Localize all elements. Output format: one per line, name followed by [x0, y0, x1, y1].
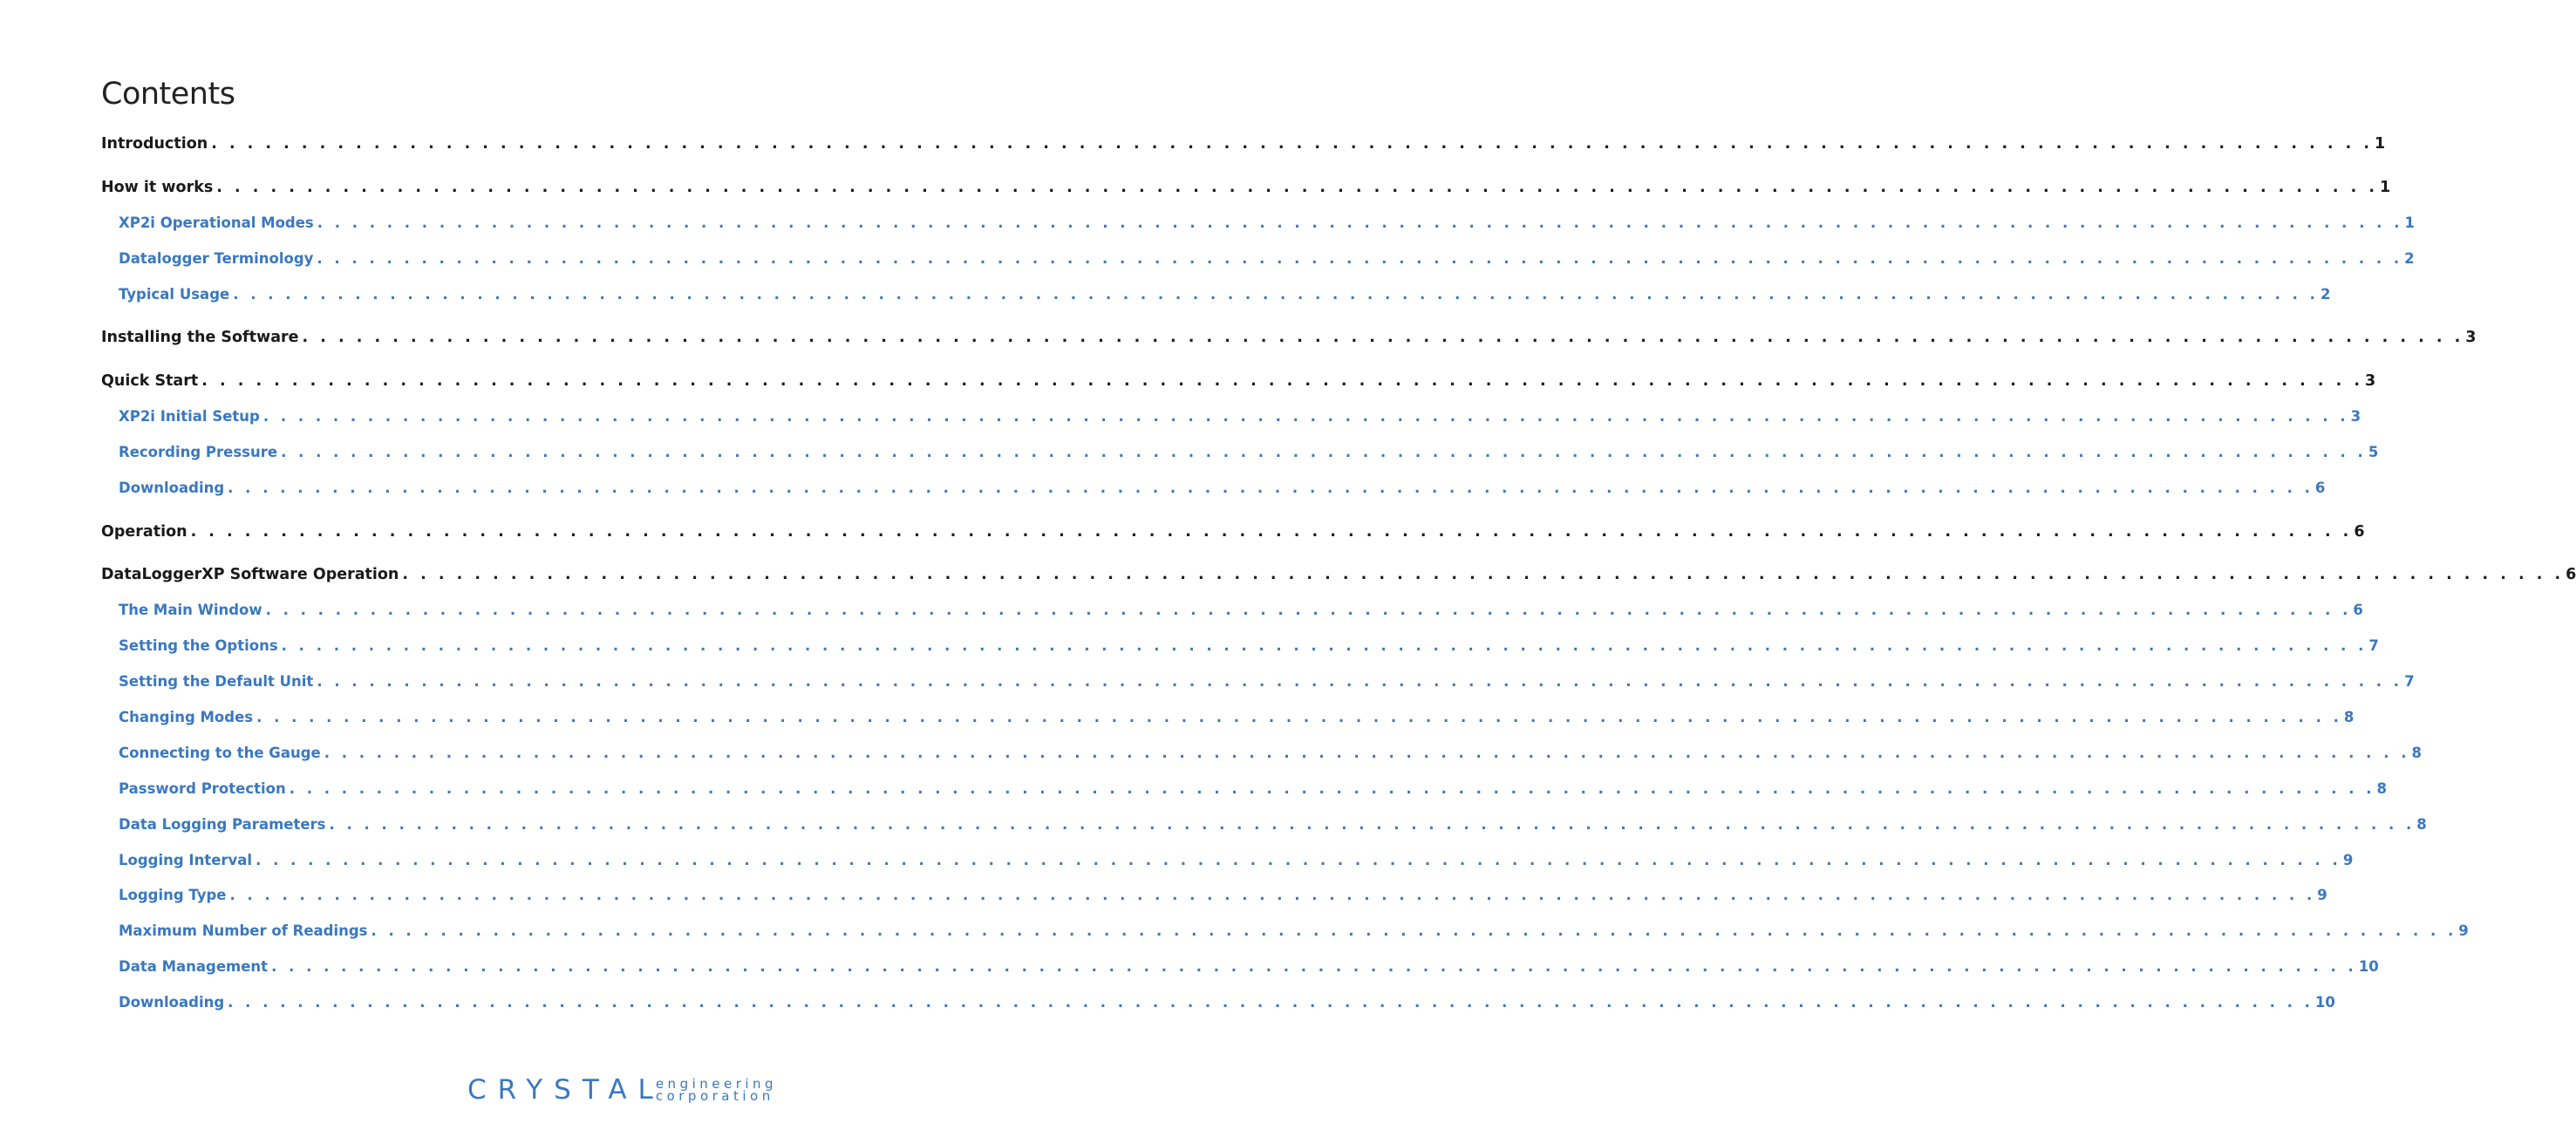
- toc-leader-dots: . . . . . . . . . . . . . . . . . . . . . . . . . . . . . . . . . . . . . . . . . . . . . . . . . . . . . . . . . . . . . . . . . . . . . . . . . . . . . . . . . . . . . . . . . . . . . . . . . . . . . . . . . . . . . . . . . . . . . . . .: [281, 444, 2367, 460]
- toc-entry-label: Maximum Number of Readings: [119, 922, 368, 939]
- toc-entry-page: 6: [2566, 566, 2576, 583]
- toc-leader-dots: . . . . . . . . . . . . . . . . . . . . . . . . . . . . . . . . . . . . . . . . . . . . . . . . . . . . . . . . . . . . . . . . . . . . . . . . . . . . . . . . . . . . . . . . . . . . . . . . . . . . . . . . . . . . . . . . . . . . . . . .: [190, 523, 2353, 541]
- toc-entry-label: Changing Modes: [119, 709, 254, 725]
- toc-entry-label: Typical Usage: [119, 286, 230, 303]
- toc-entry-label: Installing the Software: [101, 329, 299, 346]
- toc-entry[interactable]: [119, 816, 2427, 833]
- toc-entry[interactable]: [101, 566, 2576, 583]
- toc-entry[interactable]: [119, 852, 2354, 868]
- toc-entry[interactable]: [119, 709, 2355, 725]
- logo-subtitle-line1: engineering: [655, 1076, 778, 1092]
- toc-entry-page: 9: [2317, 887, 2327, 903]
- toc-entry-label: Data Management: [119, 958, 269, 975]
- toc-entry[interactable]: [101, 523, 2365, 541]
- toc-entry[interactable]: [119, 780, 2387, 797]
- toc-leader-dots: . . . . . . . . . . . . . . . . . . . . . . . . . . . . . . . . . . . . . . . . . . . . . . . . . . . . . . . . . . . . . . . . . . . . . . . . . . . . . . . . . . . . . . . . . . . . . . . . . . . . . . . . . . . . . . . . . . . . . . . .: [262, 408, 2349, 425]
- toc-leader-dots: . . . . . . . . . . . . . . . . . . . . . . . . . . . . . . . . . . . . . . . . . . . . . . . . . . . . . . . . . . . . . . . . . . . . . . . . . . . . . . . . . . . . . . . . . . . . . . . . . . . . . . . . . . . . . . . . . . . . . . . .: [265, 602, 2352, 618]
- company-logo: [467, 1069, 778, 1106]
- toc-entry-label: The Main Window: [119, 602, 262, 618]
- toc-entry[interactable]: [119, 286, 2331, 303]
- toc-entry-label: Recording Pressure: [119, 444, 278, 460]
- toc-leader-dots: . . . . . . . . . . . . . . . . . . . . . . . . . . . . . . . . . . . . . . . . . . . . . . . . . . . . . . . . . . . . . . . . . . . . . . . . . . . . . . . . . . . . . . . . . . . . . . . . . . . . . . . . . . . . . . . . . . . . . . . .: [324, 745, 2410, 761]
- page-title: Contents: [101, 77, 235, 112]
- toc-leader-dots: . . . . . . . . . . . . . . . . . . . . . . . . . . . . . . . . . . . . . . . . . . . . . . . . . . . . . . . . . . . . . . . . . . . . . . . . . . . . . . . . . . . . . . . . . . . . . . . . . . . . . . . . . . . . . . . . . . . . . . . .: [256, 852, 2341, 868]
- logo-subtitle-line2: corporation: [655, 1088, 774, 1104]
- toc-entry-label: Logging Interval: [119, 852, 253, 868]
- toc-entry-page: 3: [2364, 372, 2376, 390]
- toc-leader-dots: . . . . . . . . . . . . . . . . . . . . . . . . . . . . . . . . . . . . . . . . . . . . . . . . . . . . . . . . . . . . . . . . . . . . . . . . . . . . . . . . . . . . . . . . . . . . . . . . . . . . . . . . . . . . . . . . . . . . . . . .: [317, 673, 2403, 690]
- toc-entry-page: 8: [2343, 709, 2355, 725]
- toc-entry[interactable]: [119, 480, 2326, 496]
- logo-subtitle: [656, 1078, 777, 1102]
- toc-entry[interactable]: [119, 214, 2415, 231]
- toc-leader-dots: . . . . . . . . . . . . . . . . . . . . . . . . . . . . . . . . . . . . . . . . . . . . . . . . . . . . . . . . . . . . . . . . . . . . . . . . . . . . . . . . . . . . . . . . . . . . . . . . . . . . . . . . . . . . . . . . . . . . . . . .: [317, 250, 2403, 267]
- toc-entry[interactable]: [119, 408, 2361, 425]
- toc-leader-dots: . . . . . . . . . . . . . . . . . . . . . . . . . . . . . . . . . . . . . . . . . . . . . . . . . . . . . . . . . . . . . . . . . . . . . . . . . . . . . . . . . . . . . . . . . . . . . . . . . . . . . . . . . . . . . . . . . . . . . . . .: [281, 637, 2368, 654]
- logo-wordmark: CRYSTAL: [467, 1074, 664, 1106]
- toc-leader-dots: . . . . . . . . . . . . . . . . . . . . . . . . . . . . . . . . . . . . . . . . . . . . . . . . . . . . . . . . . . . . . . . . . . . . . . . . . . . . . . . . . . . . . . . . . . . . . . . . . . . . . . . . . . . . . . . . . . . . . . . .: [289, 780, 2375, 797]
- toc-leader-dots: . . . . . . . . . . . . . . . . . . . . . . . . . . . . . . . . . . . . . . . . . . . . . . . . . . . . . . . . . . . . . . . . . . . . . . . . . . . . . . . . . . . . . . . . . . . . . . . . . . . . . . . . . . . . . . . . . . . . . . . .: [302, 329, 2464, 346]
- toc-entry-page: 2: [2404, 250, 2415, 267]
- toc-leader-dots: . . . . . . . . . . . . . . . . . . . . . . . . . . . . . . . . . . . . . . . . . . . . . . . . . . . . . . . . . . . . . . . . . . . . . . . . . . . . . . . . . . . . . . . . . . . . . . . . . . . . . . . . . . . . . . . . . . . . . . . .: [233, 286, 2319, 303]
- toc-leader-dots: . . . . . . . . . . . . . . . . . . . . . . . . . . . . . . . . . . . . . . . . . . . . . . . . . . . . . . . . . . . . . . . . . . . . . . . . . . . . . . . . . . . . . . . . . . . . . . . . . . . . . . . . . . . . . . . . . . . . . . . .: [211, 135, 2373, 153]
- toc-entry[interactable]: [101, 329, 2477, 346]
- toc-entry-page: 1: [2380, 179, 2391, 196]
- toc-entry-label: Password Protection: [119, 780, 286, 797]
- toc-entry-label: Setting the Options: [119, 637, 278, 654]
- toc-entry-page: 9: [2458, 922, 2469, 939]
- toc-entry-label: Downloading: [119, 994, 225, 1011]
- toc-entry[interactable]: [119, 887, 2327, 903]
- toc-entry-label: Datalogger Terminology: [119, 250, 314, 267]
- toc-entry-page: 5: [2368, 444, 2379, 460]
- toc-entry[interactable]: [101, 179, 2391, 196]
- toc-entry[interactable]: [119, 994, 2335, 1011]
- toc-entry-page: 10: [2358, 958, 2379, 975]
- toc-entry-label: How it works: [101, 179, 214, 196]
- toc-entry-label: DataLoggerXP Software Operation: [101, 566, 399, 583]
- toc-leader-dots: . . . . . . . . . . . . . . . . . . . . . . . . . . . . . . . . . . . . . . . . . . . . . . . . . . . . . . . . . . . . . . . . . . . . . . . . . . . . . . . . . . . . . . . . . . . . . . . . . . . . . . . . . . . . . . . . . . . . . . . .: [216, 179, 2379, 196]
- toc-entry-page: 1: [2404, 214, 2415, 231]
- toc-entry-page: 10: [2314, 994, 2335, 1011]
- toc-entry-page: 6: [2314, 480, 2326, 496]
- toc-leader-dots: . . . . . . . . . . . . . . . . . . . . . . . . . . . . . . . . . . . . . . . . . . . . . . . . . . . . . . . . . . . . . . . . . . . . . . . . . . . . . . . . . . . . . . . . . . . . . . . . . . . . . . . . . . . . . . . . . . . . . . . .: [371, 922, 2457, 939]
- toc-entry-label: Quick Start: [101, 372, 199, 390]
- toc-leader-dots: . . . . . . . . . . . . . . . . . . . . . . . . . . . . . . . . . . . . . . . . . . . . . . . . . . . . . . . . . . . . . . . . . . . . . . . . . . . . . . . . . . . . . . . . . . . . . . . . . . . . . . . . . . . . . . . . . . . . . . . .: [329, 816, 2416, 833]
- toc-entry[interactable]: [119, 637, 2379, 654]
- toc-entry[interactable]: [119, 673, 2415, 690]
- toc-entry-page: 1: [2374, 135, 2386, 153]
- toc-entry[interactable]: [119, 745, 2422, 761]
- toc-entry-label: XP2i Operational Modes: [119, 214, 314, 231]
- toc-leader-dots: . . . . . . . . . . . . . . . . . . . . . . . . . . . . . . . . . . . . . . . . . . . . . . . . . . . . . . . . . . . . . . . . . . . . . . . . . . . . . . . . . . . . . . . . . . . . . . . . . . . . . . . . . . . . . . . . . . . . . . . .: [229, 887, 2316, 903]
- toc-entry-page: 2: [2320, 286, 2331, 303]
- toc-leader-dots: . . . . . . . . . . . . . . . . . . . . . . . . . . . . . . . . . . . . . . . . . . . . . . . . . . . . . . . . . . . . . . . . . . . . . . . . . . . . . . . . . . . . . . . . . . . . . . . . . . . . . . . . . . . . . . . . . . . . . . . .: [256, 709, 2342, 725]
- toc-entry-page: 7: [2404, 673, 2415, 690]
- toc-entry[interactable]: [119, 250, 2415, 267]
- toc-entry-label: Introduction: [101, 135, 208, 153]
- toc-entry-page: 9: [2342, 852, 2354, 868]
- toc-entry-label: XP2i Initial Setup: [119, 408, 260, 425]
- toc-entry-label: Operation: [101, 523, 187, 541]
- toc-entry-page: 8: [2376, 780, 2387, 797]
- toc-leader-dots: . . . . . . . . . . . . . . . . . . . . . . . . . . . . . . . . . . . . . . . . . . . . . . . . . . . . . . . . . . . . . . . . . . . . . . . . . . . . . . . . . . . . . . . . . . . . . . . . . . . . . . . . . . . . . . . . . . . . . . . .: [317, 214, 2403, 231]
- toc-entry[interactable]: [119, 958, 2379, 975]
- toc-entry[interactable]: [119, 922, 2469, 939]
- toc-entry-page: 3: [2350, 408, 2361, 425]
- toc-entry-label: Setting the Default Unit: [119, 673, 314, 690]
- toc-entry-page: 8: [2416, 816, 2427, 833]
- toc-leader-dots: . . . . . . . . . . . . . . . . . . . . . . . . . . . . . . . . . . . . . . . . . . . . . . . . . . . . . . . . . . . . . . . . . . . . . . . . . . . . . . . . . . . . . . . . . . . . . . . . . . . . . . . . . . . . . . . . . . . . . . . .: [228, 994, 2314, 1011]
- toc-entry[interactable]: [119, 444, 2379, 460]
- toc-entry[interactable]: [101, 372, 2376, 390]
- toc-entry-label: Logging Type: [119, 887, 227, 903]
- toc-entry[interactable]: [101, 135, 2386, 153]
- toc-entry-label: Downloading: [119, 480, 225, 496]
- toc-entry[interactable]: [119, 602, 2363, 618]
- toc-entry-label: Connecting to the Gauge: [119, 745, 321, 761]
- toc-entry-page: 8: [2411, 745, 2422, 761]
- toc-entry-page: 3: [2465, 329, 2477, 346]
- toc-entry-page: 6: [2353, 602, 2363, 618]
- toc-leader-dots: . . . . . . . . . . . . . . . . . . . . . . . . . . . . . . . . . . . . . . . . . . . . . . . . . . . . . . . . . . . . . . . . . . . . . . . . . . . . . . . . . . . . . . . . . . . . . . . . . . . . . . . . . . . . . . . . . . . . . . . .: [271, 958, 2357, 975]
- toc-leader-dots: . . . . . . . . . . . . . . . . . . . . . . . . . . . . . . . . . . . . . . . . . . . . . . . . . . . . . . . . . . . . . . . . . . . . . . . . . . . . . . . . . . . . . . . . . . . . . . . . . . . . . . . . . . . . . . . . . . . . . . . .: [402, 566, 2565, 583]
- toc-leader-dots: . . . . . . . . . . . . . . . . . . . . . . . . . . . . . . . . . . . . . . . . . . . . . . . . . . . . . . . . . . . . . . . . . . . . . . . . . . . . . . . . . . . . . . . . . . . . . . . . . . . . . . . . . . . . . . . . . . . . . . . .: [228, 480, 2314, 496]
- toc-leader-dots: . . . . . . . . . . . . . . . . . . . . . . . . . . . . . . . . . . . . . . . . . . . . . . . . . . . . . . . . . . . . . . . . . . . . . . . . . . . . . . . . . . . . . . . . . . . . . . . . . . . . . . . . . . . . . . . . . . . . . . . .: [201, 372, 2363, 390]
- toc-entry-label: Data Logging Parameters: [119, 816, 326, 833]
- toc-entry-page: 6: [2354, 523, 2365, 541]
- toc-entry-page: 7: [2368, 637, 2379, 654]
